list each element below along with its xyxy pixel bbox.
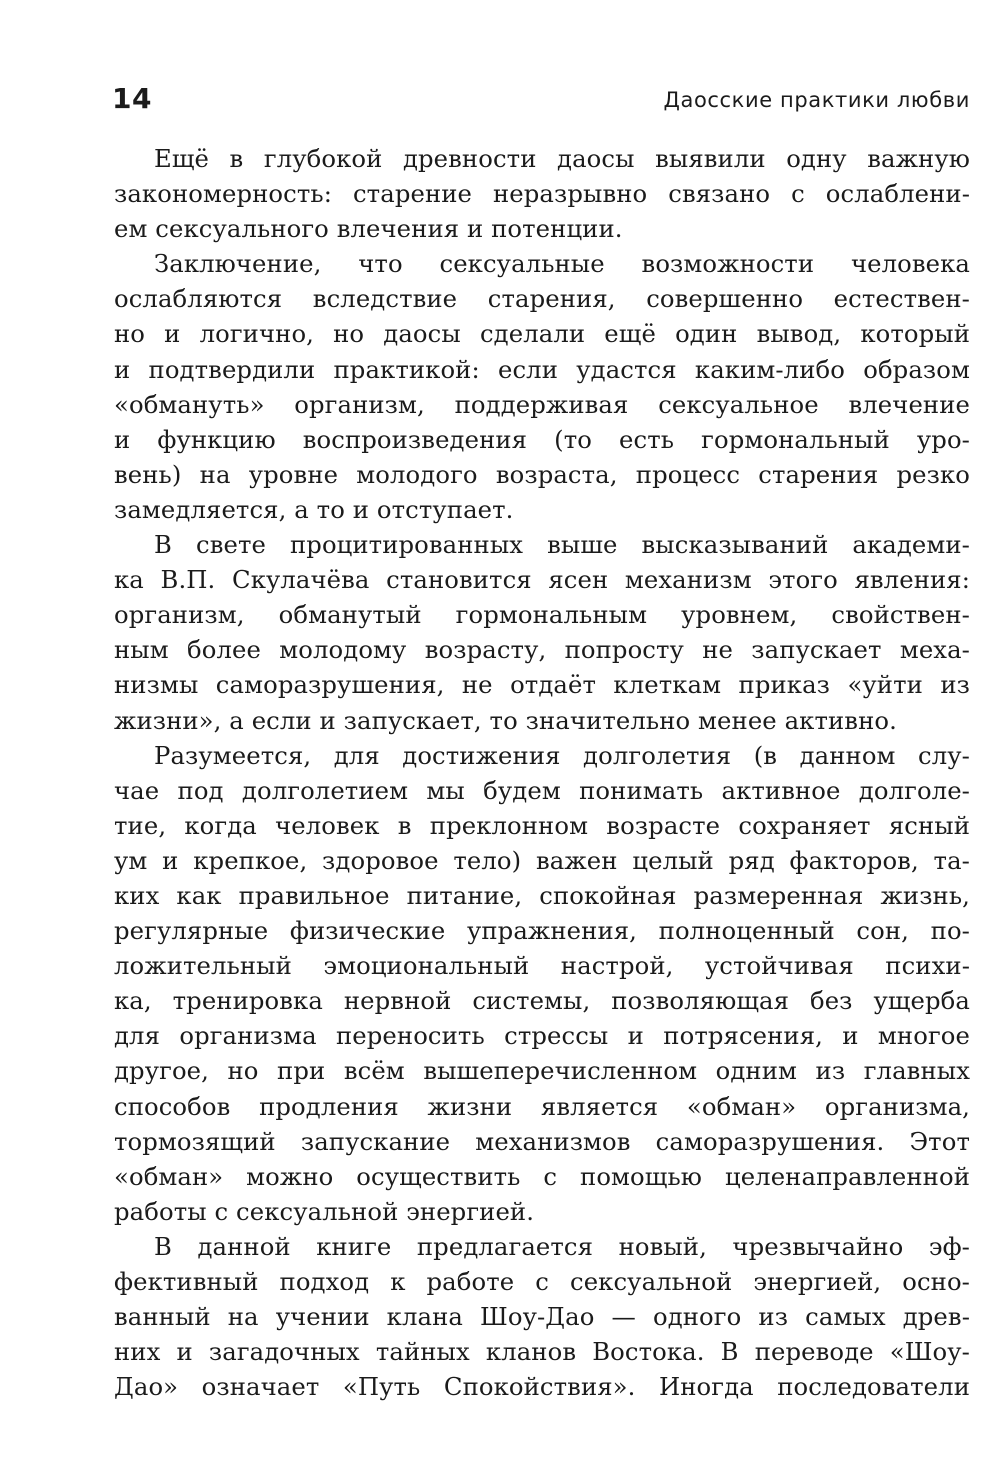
text-line: ум и крепкое, здоровое тело) важен целый ряд факторов, та- — [114, 845, 970, 875]
paragraph — [114, 141, 970, 246]
text-line: Разумеется, для достижения долголетия (в данном слу- — [154, 740, 970, 770]
text-line: другое, но при всём вышеперечисленном одним из главных — [114, 1056, 970, 1086]
text-line: работы с сексуальной энергией. — [114, 1196, 535, 1226]
running-header — [112, 82, 970, 122]
text-line: ным более молодому возрасту, попросту не запускает меха- — [114, 635, 970, 665]
page-number: 14 — [112, 82, 152, 115]
text-line: ослабляются вследствие старения, совершенно естествен- — [114, 284, 970, 314]
text-line: ем сексуального влечения и потенции. — [114, 214, 623, 244]
body-text — [114, 141, 970, 1404]
text-line: «обмануть» организм, поддерживая сексуальное влечение — [114, 389, 970, 419]
text-line: «обман» можно осуществить с помощью целенаправленной — [114, 1161, 970, 1191]
text-line: закономерность: старение неразрывно связано с ослаблени- — [114, 179, 970, 209]
text-line: В данной книге предлагается новый, чрезвычайно эф- — [154, 1231, 970, 1261]
text-line: чае под долголетием мы будем понимать активное долголе- — [114, 775, 970, 805]
text-line: организм, обманутый гормональным уровнем, свойствен- — [114, 600, 970, 630]
text-line: способов продления жизни является «обман» организма, — [114, 1091, 970, 1121]
text-line: тормозящий запускание механизмов саморазрушения. Этот — [114, 1126, 970, 1156]
text-line: ложительный эмоциональный настрой, устойчивая психи- — [114, 951, 970, 981]
text-line: жизни», а если и запускает, то значительно менее активно. — [114, 705, 897, 735]
paragraph — [114, 738, 970, 1229]
paragraph — [114, 246, 970, 527]
text-line: ких как правильное питание, спокойная размеренная жизнь, — [114, 880, 970, 910]
text-line: Ещё в глубокой древности даосы выявили одну важную — [154, 144, 970, 173]
text-line: низмы саморазрушения, не отдаёт клеткам приказ «уйти из — [114, 670, 970, 700]
text-line: ка, тренировка нервной системы, позволяющая без ущерба — [114, 986, 970, 1016]
text-line: но и логично, но даосы сделали ещё один вывод, который — [114, 319, 970, 349]
running-title: Даосские практики любви — [663, 88, 970, 112]
text-line: фективный подход к работе с сексуальной энергией, осно- — [114, 1267, 970, 1296]
text-line: для организма переносить стрессы и потрясения, и многое — [114, 1021, 970, 1051]
text-line: тие, когда человек в преклонном возрасте сохраняет ясный — [114, 810, 970, 840]
text-line: и подтвердили практикой: если удастся каким-либо образом — [114, 354, 970, 384]
text-line: вень) на уровне молодого возраста, процесс старения резко — [114, 459, 970, 489]
text-line: них и загадочных тайных кланов Востока. В переводе «Шоу- — [114, 1337, 970, 1367]
text-line: регулярные физические упражнения, полноценный сон, по- — [114, 916, 970, 946]
text-line: Заключение, что сексуальные возможности человека — [154, 249, 970, 279]
text-line: В свете процитированных выше высказываний академи- — [154, 530, 970, 560]
paragraph — [114, 1229, 970, 1404]
text-line: замедляется, а то и отступает. — [114, 494, 514, 524]
text-line: ванный на учении клана Шоу-Дао — одного из самых древ- — [114, 1302, 970, 1332]
text-line: Дао» означает «Путь Спокойствия». Иногда последователи — [114, 1372, 970, 1402]
paragraph — [114, 527, 970, 738]
text-line: и функцию воспроизведения (то есть гормональный уро- — [114, 424, 970, 454]
text-line: ка В.П. Скулачёва становится ясен механизм этого явления: — [114, 565, 970, 595]
